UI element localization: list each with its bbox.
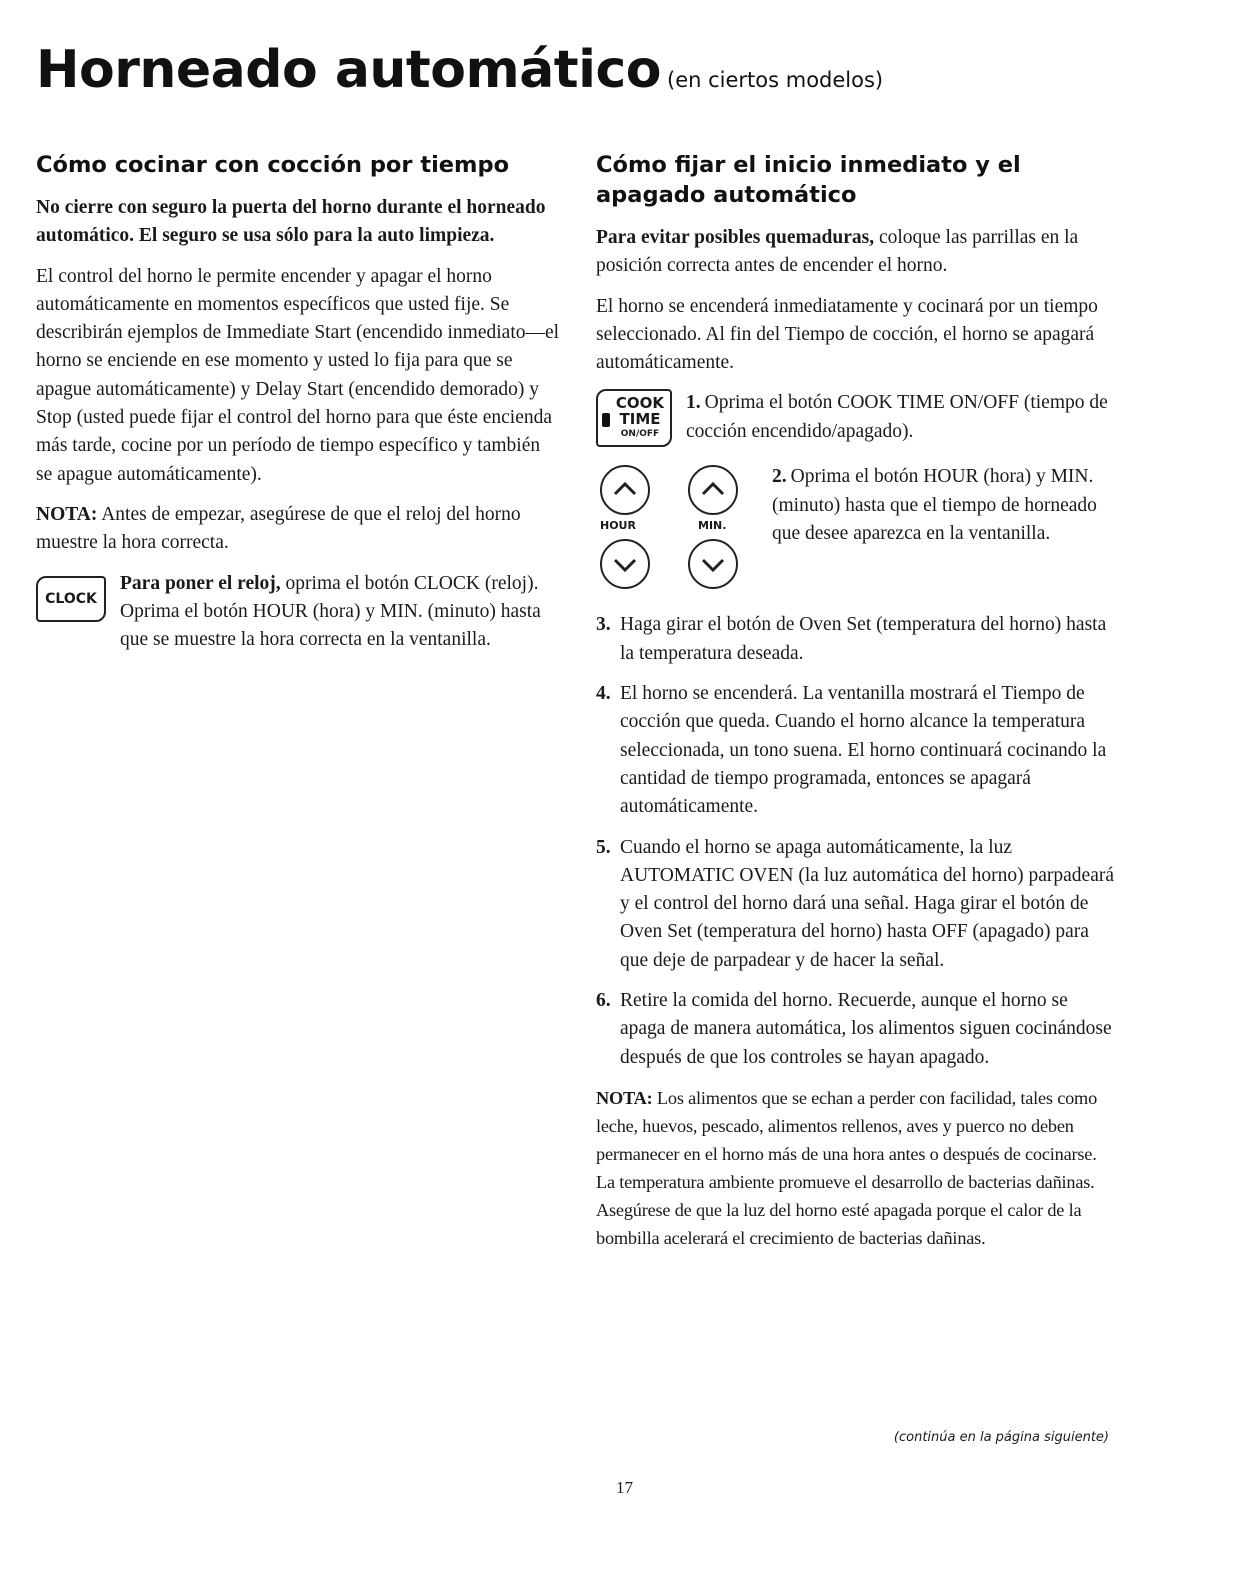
list-item: [596, 834, 1116, 975]
hour-label: HOUR: [600, 519, 636, 533]
step-2-num: 2.: [772, 466, 787, 488]
step-1-body: Oprima el botón COOK TIME ON/OFF (tiempo de cocción encendido/apagado).: [686, 392, 1108, 442]
indicator-dot: [602, 413, 610, 427]
page-number: 17: [616, 1478, 633, 1497]
step-1: [596, 389, 1116, 447]
arrow-down-icon: [600, 539, 650, 589]
title-text: Horneado automático: [36, 40, 662, 100]
left-intro: El control del horno le permite encender y apagar el horno automáticamente en momentos específicos que usted fije. Se describirán ejemplos de Immediate Start (encendido inmediato—el horno se enciende en ese momento y usted lo fija para que se apague automáticamente) y Delay Start (encendido demorado) y Stop (usted puede fijar el control del horno para que éste encienda más tarde, cocine por un período de tiempo específico y también se apague automáticamente).: [36, 265, 560, 485]
title-subtitle: (en ciertos modelos): [667, 68, 884, 92]
left-warning: No cierre con seguro la puerta del horno durante el horneado automático. El seguro se usa sólo para la auto limpieza.: [36, 197, 546, 247]
nota-label: NOTA:: [596, 1087, 653, 1108]
arrow-up-icon: [600, 465, 650, 515]
list-item: [596, 611, 1116, 668]
step-2-text: [772, 463, 1116, 548]
step-2: [596, 463, 1116, 593]
cook-icon-line1: COOK: [615, 394, 665, 413]
step-number: 3.: [596, 614, 611, 636]
left-column: [36, 150, 561, 654]
hour-min-buttons: [596, 463, 772, 593]
right-intro: El horno se encenderá inmediatamente y cocinará por un tiempo seleccionado. Al fin del Tiempo de cocción, el horno se apagará automáticamente.: [596, 295, 1098, 374]
clock-button-icon: CLOCK: [36, 576, 106, 622]
cook-icon-line2: TIME: [619, 410, 661, 429]
cook-time-button-icon: [596, 389, 672, 447]
step-text: Retire la comida del horno. Recuerde, aunque el horno se apaga de manera automática, los alimentos siguen cocinándose después de que los controles se hayan apagado.: [620, 990, 1112, 1068]
nota-label: NOTA:: [36, 503, 98, 525]
step-1-num: 1.: [686, 392, 701, 414]
continued-note: (continúa en la página siguiente): [893, 1430, 1109, 1445]
step-text: Cuando el horno se apaga automáticamente, la luz AUTOMATIC OVEN (la luz automática del horno) parpadeará y el control del horno dará una señal. Haga girar el botón de Oven Set (temperatura del horno) hasta OFF (apagado) para que deje de parpadear y de hacer la señal.: [620, 836, 1115, 971]
step-number: 5.: [596, 836, 611, 858]
warning-body: coloque las parrillas en la posición correcta antes de encender el horno.: [596, 227, 1079, 277]
warning-bold: Para evitar posibles quemaduras,: [596, 227, 875, 248]
clock-bold: Para poner el reloj,: [120, 572, 281, 594]
right-warning: [596, 224, 1116, 281]
clock-instructions: [36, 570, 561, 655]
arrow-up-icon: [688, 465, 738, 515]
step-number: 4.: [596, 683, 611, 705]
step-2-body: Oprima el botón HOUR (hora) y MIN. (minuto) hasta que el tiempo de horneado que desee aparezca en la ventanilla.: [772, 466, 1097, 545]
right-heading: Cómo fijar el inicio inmediato y el apagado automático: [596, 152, 1021, 208]
clock-body: oprima el botón CLOCK (reloj). Oprima el botón HOUR (hora) y MIN. (minuto) hasta que se muestre la hora correcta en la ventanilla.: [120, 572, 541, 651]
cook-icon-line3: ON/OFF: [620, 429, 660, 440]
left-heading: Cómo cocinar con cocción por tiempo: [36, 152, 510, 178]
left-nota: [36, 501, 561, 558]
min-label: MIN.: [698, 519, 727, 533]
right-nota: [596, 1084, 1116, 1252]
list-item: [596, 680, 1116, 821]
nota-text: Los alimentos que se echan a perder con facilidad, tales como leche, huevos, pescado, alimentos rellenos, aves y puerco no deben permanecer en el horno más de una hora antes o después de cocinarse. La temperatura ambiente promueve el desarrollo de bacterias dañinas. Asegúrese de que la luz del horno esté apagada porque el calor de la bombilla acelerará el crecimiento de bacterias dañinas.: [596, 1087, 1098, 1248]
step-number: 6.: [596, 990, 611, 1012]
step-text: Haga girar el botón de Oven Set (temperatura del horno) hasta la temperatura deseada.: [620, 614, 1107, 664]
right-column: [596, 150, 1116, 1264]
step-1-text: [686, 389, 1116, 446]
list-item: [596, 987, 1116, 1072]
nota-text: Antes de empezar, asegúrese de que el reloj del horno muestre la hora correcta.: [36, 503, 521, 554]
page-title: [36, 40, 883, 100]
step-text: El horno se encenderá. La ventanilla mostrará el Tiempo de cocción que queda. Cuando el horno alcance la temperatura seleccionada, un tono suena. El horno continuará cocinando la cantidad de tiempo programada, entonces se apagará automáticamente.: [620, 683, 1107, 818]
arrow-down-icon: [688, 539, 738, 589]
clock-text: [120, 570, 561, 655]
steps-list: [596, 611, 1116, 1071]
